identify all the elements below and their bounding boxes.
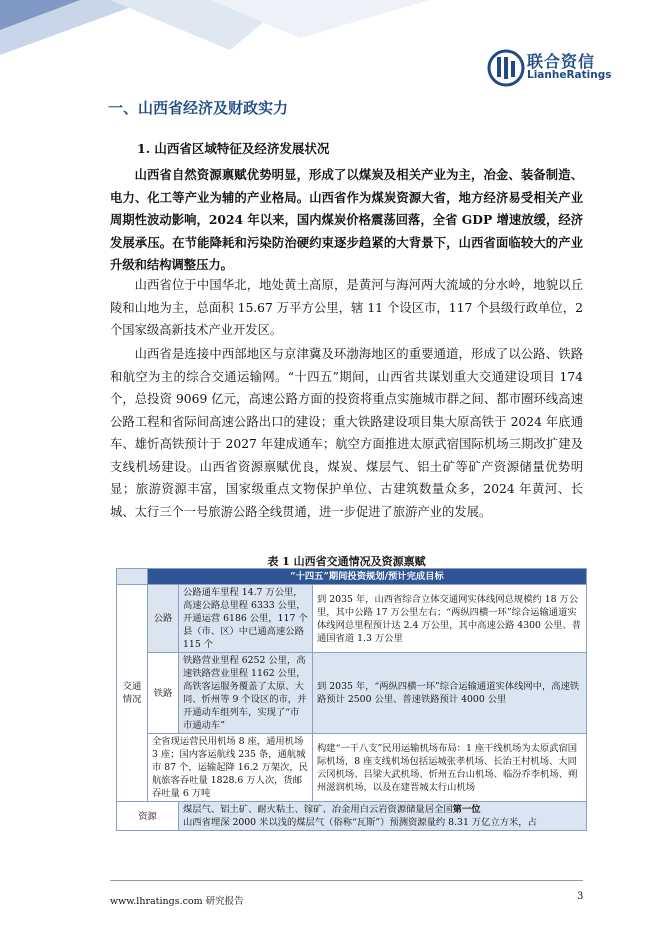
subsection-title: 1. 山西省区域特征及经济发展状况 (137, 141, 330, 156)
aviation-status-cell: 全省现运营民用机场 8 座，通用机场 3 座；国内客运航线 235 条，通航城市 87 个，运输起降 16.2 万架次，民航旅客吞吐量 1828.6 万人次，货邮吞吐量 6 万吨 (148, 734, 313, 802)
row-label-highway: 公路 (148, 585, 179, 653)
transport-resource-table (116, 568, 587, 831)
table-row (117, 585, 587, 653)
resource-cell (179, 802, 587, 831)
aviation-target-cell: 构建“一干八支”民用运输机场布局：1 座干线机场为太原武宿国际机场，8 座支线机场包括运城张孝机场、长治王村机场、大同云冈机场、吕梁大武机场、忻州五台山机场、临汾乔李机场、朔州滋润机场，以及在建晋城太行山机场 (313, 734, 587, 802)
summary-text: 山西省自然资源禀赋优势明显，形成了以煤炭及相关产业为主，冶金、装备制造、电力、化工等产业为辅的产业格局。山西省作为煤炭资源大省，地方经济易受相关产业周期性波动影响，2024 年以来，国内煤炭价格震荡回落，全省 GDP 增速放缓，经济发展承压。在节能降耗和污染防治硬约束逐步趋紧的大背景下，山西省面临较大的产业升级和结构调整压力。 (110, 167, 583, 272)
highway-status-cell: 公路通车里程 14.7 万公里，高速公路总里程 6333 公里，开通运营 6186 公里，117 个县（市、区）中已通高速公路 115 个 (179, 585, 313, 653)
table-row (117, 569, 587, 585)
railway-target-cell: 到 2035 年，“两纵四横一环”综合运输通道实体线网中，高速铁路预计 2500 公里、普速铁路预计 4000 公里 (313, 653, 587, 734)
section-title: 一、山西省经济及财政实力 (108, 99, 289, 117)
location-paragraph (110, 274, 583, 342)
resource-line2: 山西省埋深 2000 米以浅的煤层气（俗称“瓦斯”）预测资源量约 8.31 万亿立方米，占 (183, 817, 537, 828)
footer-divider (110, 880, 583, 881)
brand-subname: LianheRatings (527, 69, 612, 81)
transport-text: 山西省是连接中西部地区与京津冀及环渤海地区的重要通道，形成了以公路、铁路和航空为主的综合交通运输网。“十四五”期间，山西省共谋划重大交通建设项目 174 个，总投资 9069 亿元，高速公路方面的投资将重点实施城市群之间、都市圈环线高速公路工程和省际间高速公路出口的建设；重大铁路建设项目集大原高铁于 2024 年底通车、雄忻高铁预计于 2027 年建成通车；航空方面推进太原武宿国际机场三期改扩建及支线机场建设。山西省资源禀赋优良，煤炭、煤层气、铝土矿等矿产资源储量优势明显；旅游资源丰富，国家级重点文物保护单位、古建筑数量众多，2024 年黄河、长城、太行三个一号旅游公路全线贯通，进一步促进了旅游产业的发展。 (110, 347, 583, 519)
table-row (117, 802, 587, 831)
page-number: 3 (577, 891, 584, 902)
brand-name: 联合资信 (527, 52, 596, 71)
railway-status-cell: 铁路营业里程 6252 公里，高速铁路营业里程 1162 公里，高铁客运服务覆盖了太原、大同、忻州等 9 个设区的市，并开通动车组列车，实现了“市市通动车” (179, 653, 313, 734)
table-row (117, 653, 587, 734)
location-text: 山西省位于中国华北，地处黄土高原，是黄河与海河两大流域的分水岭，地貌以丘陵和山地为主，总面积 15.67 万平方公里，辖 11 个设区市，117 个县级行政单位，2 个国家级高新技术产业开发区。 (110, 278, 583, 337)
table-row (117, 734, 587, 802)
footer-site: www.lhratings.com 研究报告 (110, 896, 244, 907)
table-caption: 表 1 山西省交通情况及资源禀赋 (267, 555, 426, 568)
highway-target-cell: 到 2035 年，山西省综合立体交通网实体线网总规模约 18 万公里，其中公路 17 万公里左右；“两纵四横一环”综合运输通道实体线网总里程预计达 2.4 万公里，其中高速公路 4300 公里、普通国省道 1.3 万公里 (313, 585, 587, 653)
transport-paragraph (110, 343, 583, 523)
row-label-railway: 铁路 (148, 653, 179, 734)
table-header: “十四五”期间投资规划/预计完成目标 (148, 569, 587, 585)
group-label-transport: 交通 情况 (117, 585, 148, 802)
resource-line1: 煤层气、铝土矿、耐火粘土、镓矿、冶金用白云岩资源储量居全国 (183, 804, 453, 815)
table-corner-cell (117, 569, 148, 585)
summary-paragraph (110, 164, 583, 277)
resource-line1-emphasis: 第一位 (452, 804, 481, 815)
row-label-resource: 资源 (117, 802, 179, 831)
